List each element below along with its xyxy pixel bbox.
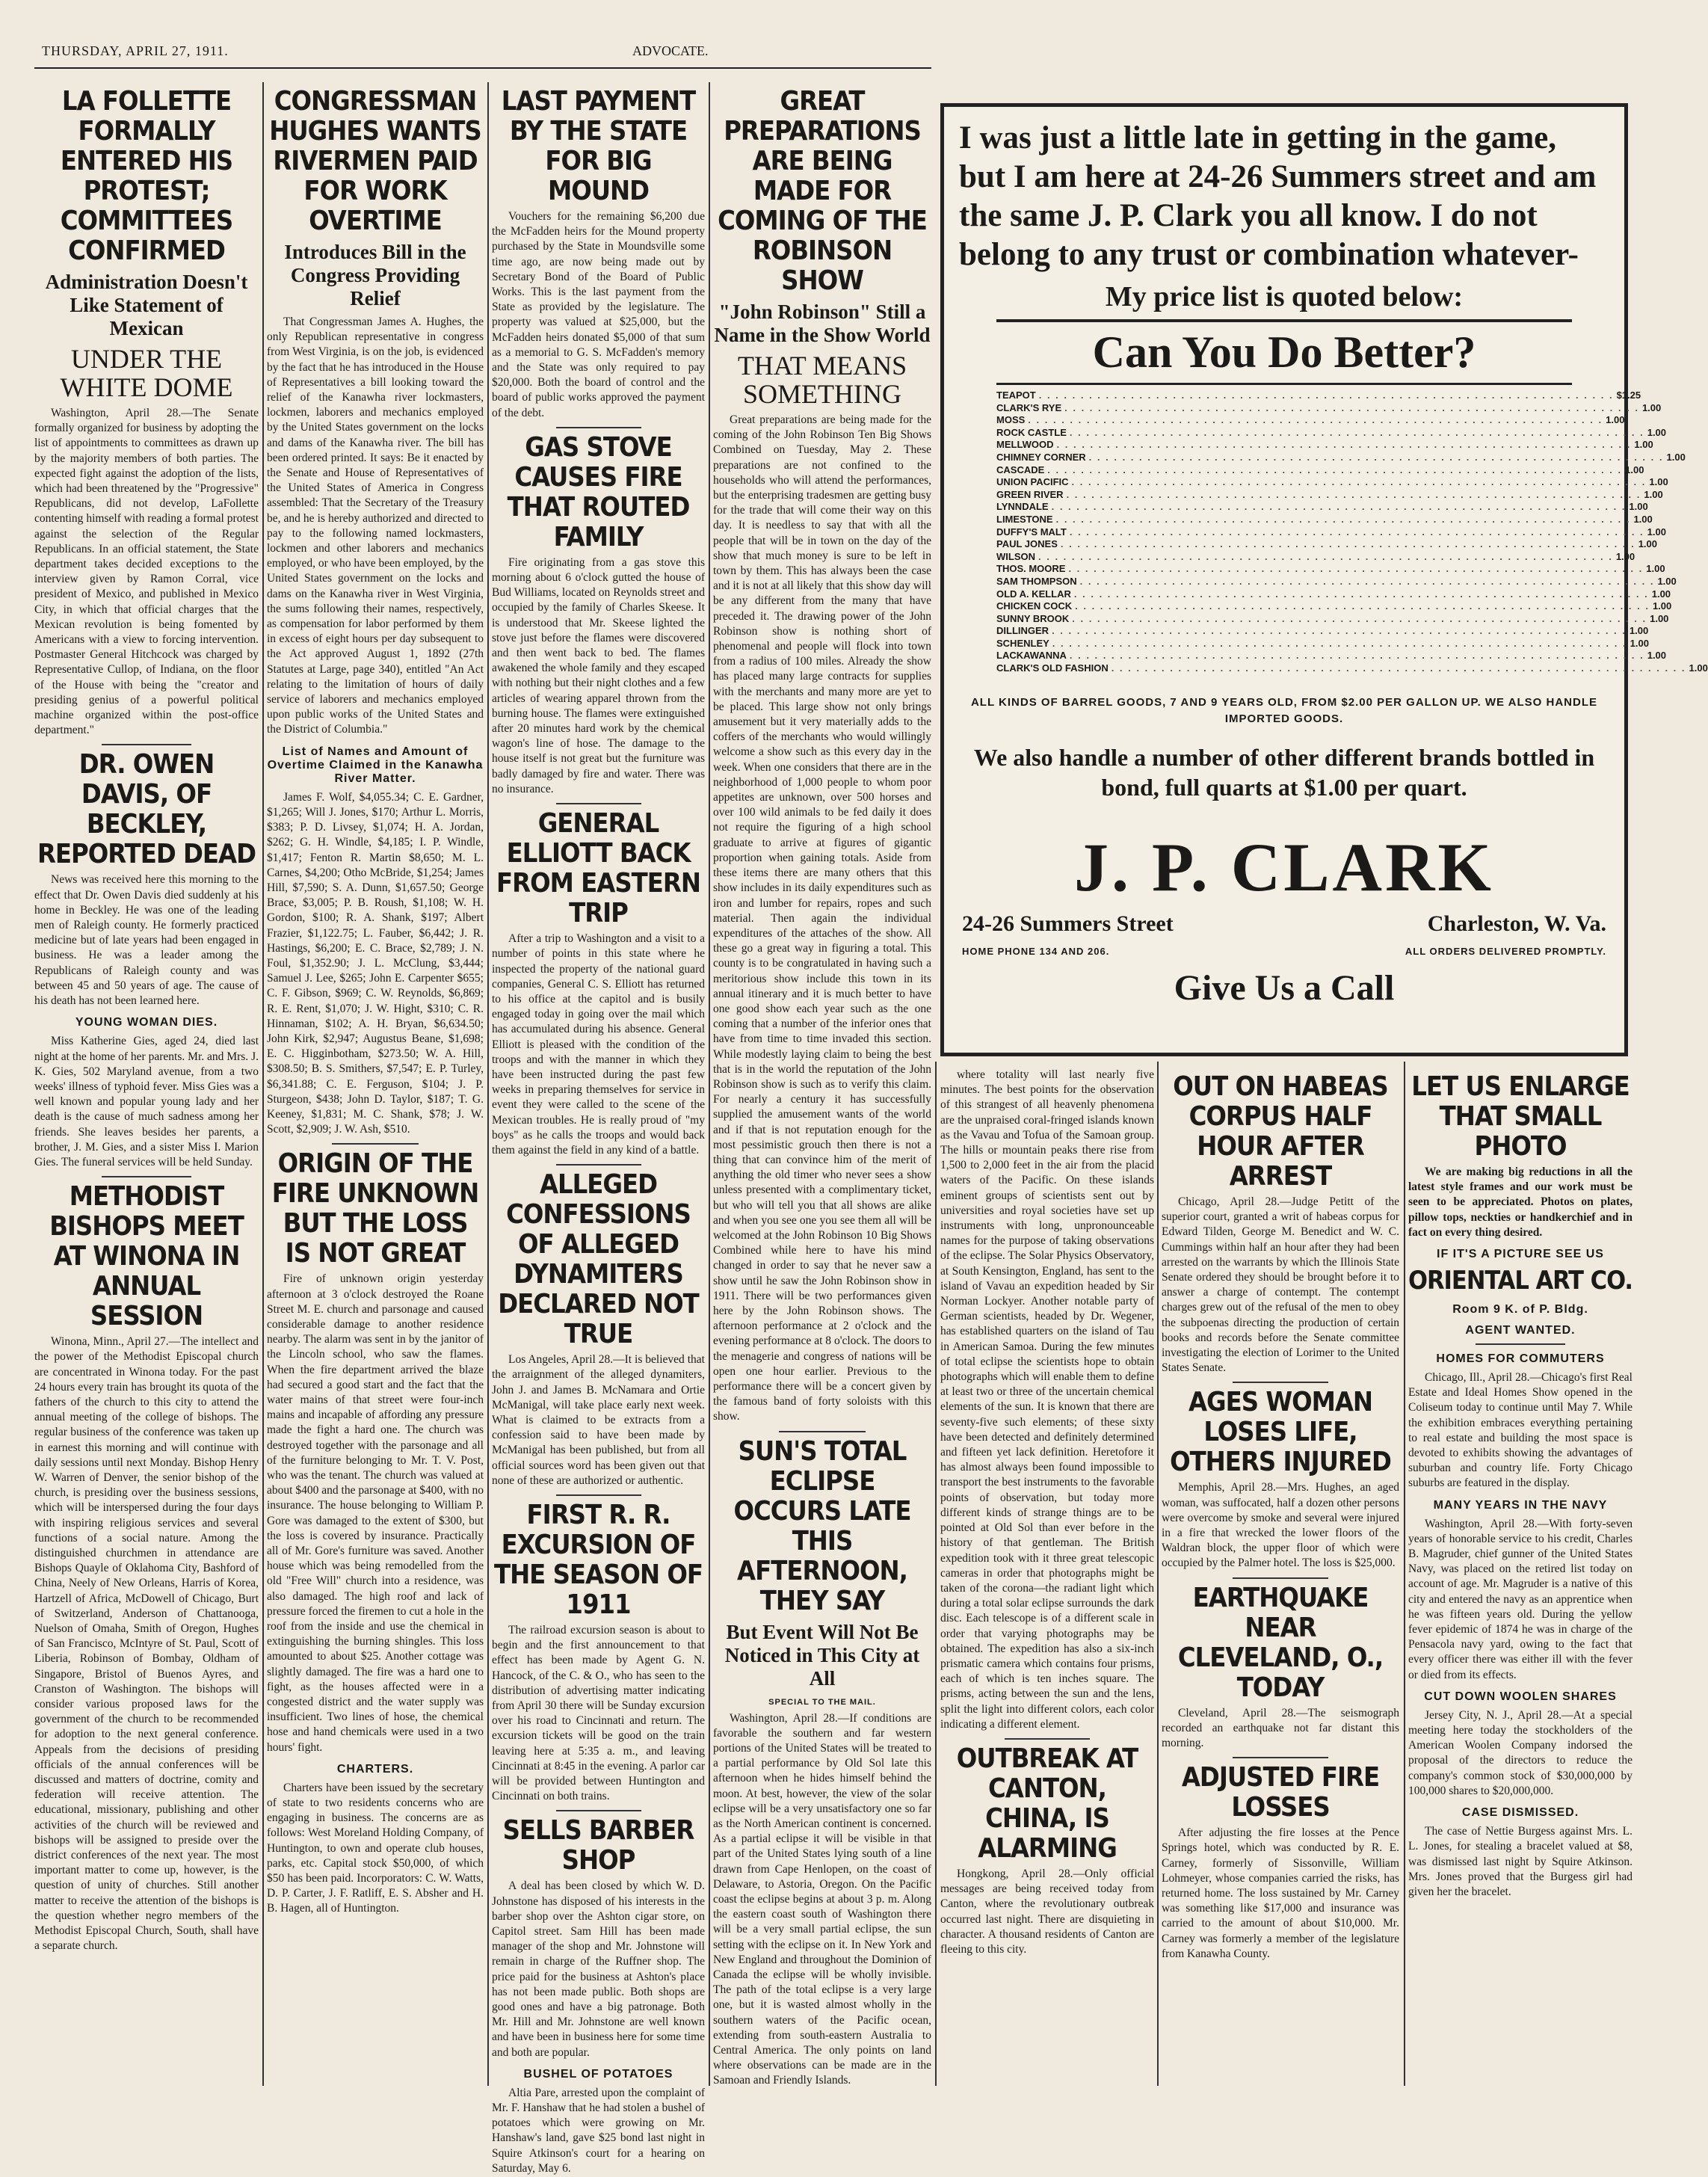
article-gas-stove: Fire originating from a gas stove this morning about 6 o'clock gutted the house of Bud Williams, located on Reynolds street and occupied by the family of Charles Skeese. It is understood that Mr. Skeese lighted the stove just before the flames were discovered and then went back to bed. The flames awakened the whole family and they escaped with nothing but their night clothes and a few articles of wearing apparel thrown from the burning house. The flames were extinguished after 20 minutes hard work by the chemical wagon's line of hose. The damage to the house itself is not great but the furniture was badly damaged by fire and water. There was no insurance. [492,555,705,795]
article-big-mound: Vouchers for the remaining $6,200 due the McFadden heirs for the Mound property purchased by the State in Moundsville some time ago, are now being made out by Secretary Bond of the Board of Public Works. This is the last payment from the State as provided by the legislature. The property was valued at $25,000, but the McFadden heirs donated $5,000 of that sum as a memorial to G. S. McFadden's memory and the State was only required to pay $20,000. Both the board of control and the board of public works approved the payment of the debt. [492,210,705,419]
article-aged-woman: Memphis, April 28.—Mrs. Hughes, an aged woman, was suffocated, half a dozen other persons were overcome by smoke and several were injured in a fire that wrecked the lower floors of the Waldran block, the upper floor of which were occupied by the Palmer hotel. The loss is $25,000. [1162,1481,1399,1570]
price-leader: . . . . . . . . . . . . . . . . . . . . . . . . . . . . . . . . . . . . . . . . . . . . . . . . . . . . . . . . . . . . . . . . . . . . . [1088,451,1664,463]
price-item-name: LACKAWANNA [996,650,1067,662]
column-rule [487,82,489,2086]
price-item-price: 1.00 [1657,575,1677,587]
headline-origin-fire: ORIGIN OF THE FIRE UNKNOWN BUT THE LOSS IS NOT GREAT [271,1148,479,1269]
ad-photo-body: We are making big reductions in all the latest style frames and our work must be seen to be appreciated. Photos on plates, pillow tops, neckties or handkerchief and in fact on every thing desired. [1408,1166,1633,1239]
subhead-potatoes: BUSHEL OF POTATOES [523,2067,673,2081]
column-6 [1162,1068,1399,1962]
price-item-price: 1.00 [1629,501,1648,513]
ad-oriental-address: Room 9 K. of P. Bldg. [1452,1303,1588,1317]
article-eclipse-continued: where totality will last nearly five minutes. The best points for the observation of this strangest of all heavenly phenomena are the unpraised coral-fringed islands known as the Vavau and Tofua of the Samoan group. The hills or mountain peaks there rise from 1,500 to 2,000 feet in the air from the placid waters of the Pacific. On these islands eminent groups of scientists sent out by universities and royal societies have set up instruments with long, unpronounceable names for the purpose of taking observations of the eclipse. The Solar Physics Observatory, at South Kensington, England, has sent to the island of Vavau an expedition headed by Sir Norman Lockyer. Another notable party of German scientists, headed by Dr. Wegener, has established quarters on the island of Tau in American Samoa. During the few minutes of total eclipse the scientists hope to obtain photographs which will enable them to define at least two or three of the uncertain chemical elements of the sun. It is known that there are seventy-five such elements; of these sixty have been detected and definitely determined and fifteen yet lack definition. Heretofore it has almost always been found impossible to transport the best instruments to the favorable points of observation, but today more different kinds of strange things are to be pointed at Old Sol than ever before in the history of that gentleman. The British expedition took with it three great telescopic cameras in order that photographs might be taken of the corona—the radiant light which during a total solar eclipse surrounds the dark disc. Each telescope is of a different scale in order that varying photographs may be obtained. The expedition has also a six-inch prismatic camera which contains four prisms, each of which is ten inches square. The prisms, acting between the sun and the lens, split the light into different colors, each color indicating a different element. [940,1068,1154,1731]
subhead-white-dome: UNDER THE WHITE DOME [60,344,233,402]
price-leader: . . . . . . . . . . . . . . . . . . . . . . . . . . . . . . . . . . . . . . . . . . . . . . . . . . . . . . . . . . . . . . . . . . . . . [1028,414,1603,426]
headline-aged-woman: AGES WOMAN LOSES LIFE, OTHERS INJURED [1170,1387,1391,1478]
ad-phone: HOME PHONE 134 AND 206. [962,945,1110,957]
price-list [996,389,1708,675]
price-leader: . . . . . . . . . . . . . . . . . . . . . . . . . . . . . . . . . . . . . . . . . . . . . . . . . . . . . . . . . . . . . . . . . . . . . [1064,401,1639,413]
price-leader: . . . . . . . . . . . . . . . . . . . . . . . . . . . . . . . . . . . . . . . . . . . . . . . . . . . . . . . . . . . . . . . . . . . . . [1073,588,1649,600]
price-item-name: LYNNDALE [996,501,1049,513]
article-overtime-list: James F. Wolf, $4,055.34; C. E. Gardner, $1,265; Will J. Jones, $170; Arthur L. Morris, $383; P. D. Livsey, $1,074; H. A. Jordan, $262; G. H. Windle, $4,185; I. P. Windle, $1,417; Fenton R. Martin $8,650; M. L. Carnes, $4,200; Otho McBride, $1,254; James Hill, $7,590; S. A. Dunn, $1,657.50; George Brace, $3,005; P. B. Roush, $1,108; W. H. Gordon, $100; R. A. Shank, $197; Albert Frazier, $1,122.75; L. Fauber, $6,442; J. R. Hastings, $6,200; E. C. Brace, $2,789; J. N. Foul, $1,352.90; J. L. McClung, $3,444; Samuel J. Lee, $265; John E. Carpenter $655; C. F. Gibson, $969; C. W. Reynolds, $6,869; R. E. Rent, $1,070; J. W. Hight, $310; C. R. Hinnaman, $102; A. H. Bryan, $6,634.50; John Kirk, $2,947; Augustus Beane, $1,698; E. C. Higginbotham, $273.50; W. A. Hill, $308.50; B. S. Smithers, $7,547; E. P. Turley, $6,341.88; C. E. Ferguson, $104; J. P. Sturgeon, $438; John D. Taylor, $187; T. G. Keeney, $1,831; M. C. Shank, $78; J. W. Scott, $2,909; J. W. Ash, $510. [267,790,484,1136]
article-charters: Charters have been issued by the secretary of state to two residents concerns who are engaging in business. The concerns are as follows: West Moreland Holding Company, of Huntington, to own and operate club houses, parks, etc. Capital stock $50,000, of which $50 has been paid. Incorporators: C. W. Watts, D. P. Carter, J. F. Ratliff, E. S. Absher and H. B. Hagen, all of Huntington. [267,1781,484,1915]
headline-eclipse: SUN'S TOTAL ECLIPSE OCCURS LATE THIS AFTERNOON, THEY SAY [733,1435,911,1616]
price-row [996,464,1644,477]
price-item-price: 1.00 [1634,439,1653,451]
price-item-price: 1.00 [1629,625,1649,637]
price-row [996,550,1635,564]
price-row [996,650,1667,662]
price-item-name: GREEN RIVER [996,488,1064,500]
ad-oriental-art: ORIENTAL ART CO. [1408,1266,1633,1296]
price-row [996,575,1677,588]
price-item-price: 1.00 [1651,588,1671,600]
price-item-price: 1.00 [1647,426,1667,438]
price-item-price: 1.00 [1689,662,1708,674]
column-rule [262,82,264,2086]
subhead-administration: Administration Doesn't Like Statement of Mexican [45,271,248,339]
headline-big-mound: LAST PAYMENT BY THE STATE FOR BIG MOUND [501,86,696,206]
headline-owen-davis: DR. OWEN DAVIS, OF BECKLEY, REPORTED DEAD [37,749,256,870]
price-row [996,600,1672,613]
ad-photo-tag: IF IT'S A PICTURE SEE US [1437,1248,1604,1261]
price-item-price: 1.00 [1633,513,1653,525]
price-row [996,526,1666,539]
price-item-name: PAUL JONES [996,538,1058,550]
article-general-elliott: After a trip to Washington and a visit to a number of points in this state where he inspected the property of the national guard companies, General C. S. Elliott has returned to his office at the capitol and is busily engaged today in going over the mail which has accumulated during his absence. General Elliott is pleased with the condition of the troops and with the manner in which they have been instructed during the past few weeks in preparing themselves for service in event they were called to the scene of the Mexican troubles. He is really proud of "my boys" as he calls the troops and would back them against the field in any kind of a battle. [492,932,705,1157]
price-leader: . . . . . . . . . . . . . . . . . . . . . . . . . . . . . . . . . . . . . . . . . . . . . . . . . . . . . . . . . . . . . . . . . . . . . [1079,575,1655,587]
price-leader: . . . . . . . . . . . . . . . . . . . . . . . . . . . . . . . . . . . . . . . . . . . . . . . . . . . . . . . . . . . . . . . . . . . . . [1069,650,1644,662]
subhead-means-something: THAT MEANS SOMETHING [737,351,907,409]
price-row [996,563,1665,576]
ad-orders: ALL ORDERS DELIVERED PROMPTLY. [1405,945,1606,957]
price-leader: . . . . . . . . . . . . . . . . . . . . . . . . . . . . . . . . . . . . . . . . . . . . . . . . . . . . . . . . . . . . . . . . . . . . . [1052,625,1627,637]
subhead-robinson: "John Robinson" Still a Name in the Show World [714,301,931,346]
article-earthquake: Cleveland, April 28.—The seismograph recorded an earthquake not far distant this morning. [1162,1706,1399,1750]
headline-methodist-bishops: METHODIST BISHOPS MEET AT WINONA IN ANNUAL SESSION [49,1181,244,1332]
price-row [996,501,1648,514]
price-item-name: ROCK CASTLE [996,426,1067,438]
subhead-eclipse: But Event Will Not Be Noticed in This City at All [724,1620,920,1690]
column-1 [34,82,259,1954]
price-item-name: WILSON [996,550,1035,562]
article-potatoes: Altia Pare, arrested upon the complaint of Mr. F. Hanshaw that he had stolen a bushel of potatoes which were growing on Mr. Hanshaw's land, gave $25 bond last night in Squire Atkinson's court for a hearing on Saturday, May 6. [492,2086,705,2175]
price-leader: . . . . . . . . . . . . . . . . . . . . . . . . . . . . . . . . . . . . . . . . . . . . . . . . . . . . . . . . . . . . . . . . . . . . . [1072,612,1647,624]
subhead-young-woman: YOUNG WOMAN DIES. [75,1016,218,1029]
price-leader: . . . . . . . . . . . . . . . . . . . . . . . . . . . . . . . . . . . . . . . . . . . . . . . . . . . . . . . . . . . . . . . . . . . . . [1052,637,1627,649]
column-rule [935,1062,937,2086]
price-item-price: 1.00 [1650,612,1669,624]
price-item-price: 1.00 [1644,488,1663,500]
masthead-date: THURSDAY, APRIL 27, 1911. [42,43,229,58]
price-item-price: 1.00 [1646,563,1665,575]
subhead-case-dismissed: CASE DISMISSED. [1461,1806,1579,1820]
price-row [996,588,1671,601]
price-item-price: 1.00 [1625,464,1644,475]
price-leader: . . . . . . . . . . . . . . . . . . . . . . . . . . . . . . . . . . . . . . . . . . . . . . . . . . . . . . . . . . . . . . . . . . . . . [1111,662,1686,674]
article-case-dismissed: The case of Nettie Burgess against Mrs. L. L. Jones, for stealing a bracelet valued at $8, was dismissed last night by Squire Atkinson. Mrs. Jones proved that the Burgess girl had given her the bracelet. [1408,1825,1633,1898]
article-dynamiters: Los Angeles, April 28.—It is believed that the arraignment of the alleged dynamiters, John J. and James B. McNamara and Ortie McManigal, will take place early next week. What is claimed to be extracts from a confession said to have been made by McManigal has been published, but from all official sources word has been given out that none of these are authorized or authentic. [492,1353,705,1487]
price-item-name: CASCADE [996,464,1045,475]
price-item-price: 1.00 [1615,550,1635,562]
article-habeas-corpus: Chicago, April 28.—Judge Petitt of the superior court, granted a writ of habeas corpus for Edward Tilden, George M. Benedict and W. C. Cummings within half an hour after they had been arrested on the warrants by which the Illinois State Senate ordered they should be brought before it to answer a charge of contempt. The contempt charges grew out of the refusal of the men to obey the subpoenas directing the production of certain books and records before the Senate committee investigating the election of Lorimer to the United States Senate. [1162,1195,1399,1375]
price-row [996,426,1667,440]
article-canton: Hongkong, April 28.—Only official messages are being received today from Canton, where the revolutionary outbreak occurred last night. There are disquieting in character. A thousand residents of Canton are fleeing to this city. [940,1867,1154,1956]
price-row [996,389,1641,402]
masthead-paper: ADVOCATE. [632,43,709,58]
price-item-name: OLD A. KELLAR [996,588,1071,600]
price-item-price: 1.00 [1652,600,1672,612]
price-item-price: 1.00 [1641,401,1662,413]
headline-lafollette: LA FOLLETTE FORMALLY ENTERED HIS PROTEST; COMMITTEES CONFIRMED [60,86,233,266]
price-item-name: CLARK'S RYE [996,401,1062,413]
article-excursion: The railroad excursion season is about to begin and the first announcement to that effect has been made by Agent G. N. Hancock, of the C. & O., who has seen to the distribution of advertising matter indicating from April 30 there will be Sunday excursion over his road to Cincinnati and return. The excursion tickets will be good on the train leaving here at 5:35 a. m., and leaving Cincinnati at 8:45 in the evening. A parlor car will be provided between Huntington and Cincinnati on both trains. [492,1623,705,1803]
subhead-navy: MANY YEARS IN THE NAVY [1433,1498,1608,1512]
article-eclipse: Washington, April 28.—If conditions are favorable the southern and far western portions of the United States will be treated to a partial performance by Old Sol late this afternoon when he hides himself behind the moon. At best, however, the view of the solar eclipse will be a very unsatisfactory one so far as the North American continent is concerned. As a partial eclipse it will be visible in that part of the United States lying south of a line drawn from Cape Henlopen, on the coast of Delaware, to Astoria, Oregon. On the Pacific coast the eclipse begins at about 3 p. m. Along the eastern coast south of Washington there will be a very small partial eclipse, the sun setting with the eclipse on it. In New York and New England and throughout the Dominion of Canada the eclipse will be wholly invisible. The path of the total eclipse is a very large one, but it is wasted almost wholly in the southern waters of the Pacific ocean, extending from south-eastern Australia to Central America. The only points on land where observations can be made are in the Samoan and Friendly Islands. [713,1711,931,2087]
price-leader: . . . . . . . . . . . . . . . . . . . . . . . . . . . . . . . . . . . . . . . . . . . . . . . . . . . . . . . . . . . . . . . . . . . . . [1066,488,1641,500]
price-leader: . . . . . . . . . . . . . . . . . . . . . . . . . . . . . . . . . . . . . . . . . . . . . . . . . . . . . . . . . . . . . . . . . . . . . [1047,464,1623,475]
headline-gas-stove: GAS STOVE CAUSES FIRE THAT ROUTED FAMILY [507,431,690,552]
article-barber-shop: A deal has been closed by which W. D. Johnstone has disposed of his interests in the barber shop over the Ashton cigar store, on Capitol street. Sam Hill has been made manager of the shop and Mr. Johnstone will remain in charge of the Ruffner shop. The price paid for the business at Ashton's place has not been made public. Both shops are good ones and have a big patronage. Both Mr. Hill and Mr. Johnstone are well known and have been in business here for some time and both are popular. [492,1879,705,2059]
price-item-name: CHICKEN COCK [996,600,1073,612]
price-item-price: 1.00 [1606,414,1625,426]
price-leader: . . . . . . . . . . . . . . . . . . . . . . . . . . . . . . . . . . . . . . . . . . . . . . . . . . . . . . . . . . . . . . . . . . . . . [1069,426,1644,438]
price-leader: . . . . . . . . . . . . . . . . . . . . . . . . . . . . . . . . . . . . . . . . . . . . . . . . . . . . . . . . . . . . . . . . . . . . . [1038,389,1614,401]
price-item-name: DILLINGER [996,625,1049,637]
article-navy: Washington, April 28.—With forty-seven years of honorable service to his credit, Charles B. Magruder, chief gunner of the United States Navy, was placed on the retired list today on account of age. Mr. Magruder is a native of this city and entered the navy as an apprentice when he was fifteen years old. During the yellow fever epidemic of 1874 he was in charge of the Pensacola navy yard, owing to the fact that every officer there was either ill with the fever or died from its effects. [1408,1517,1633,1681]
headline-earthquake: EARTHQUAKE NEAR CLEVELAND, O., TODAY [1177,1582,1384,1703]
price-item-price: 1.00 [1647,526,1666,538]
subhead-charters: CHARTERS. [336,1762,414,1776]
article-commuters: Chicago, Ill., April 28.—Chicago's first Real Estate and Ideal Homes Show opened in the Coliseum today to continue until May 7. While the exhibition embraces everything pertaining to real estate and building the most space is devoted to exhibits showing the advantages of suburban and country life. Forty Chicago suburbs are featured in the display. [1408,1371,1633,1490]
column-7 [1408,1068,1633,1900]
special-to-mail: SPECIAL TO THE MAIL. [768,1697,876,1707]
price-row [996,637,1649,650]
price-row [996,401,1662,415]
price-row [996,488,1663,502]
article-woolen: Jersey City, N. J., April 28.—At a special meeting here today the stockholders of the American Woolen Company indorsed the proposal of the directors to reduce the company's common stock of $30,000,000 by 100,000 shares to $20,000,000. [1408,1708,1633,1797]
headline-fire-losses: ADJUSTED FIRE LOSSES [1181,1762,1380,1823]
price-leader: . . . . . . . . . . . . . . . . . . . . . . . . . . . . . . . . . . . . . . . . . . . . . . . . . . . . . . . . . . . . . . . . . . . . . [1071,476,1647,488]
price-item-price: 1.00 [1630,637,1649,649]
price-leader: . . . . . . . . . . . . . . . . . . . . . . . . . . . . . . . . . . . . . . . . . . . . . . . . . . . . . . . . . . . . . . . . . . . . . [1069,526,1644,538]
column-3 [492,82,705,2177]
article-lafollette: Washington, April 28.—The Senate formally organized for business by adopting the list of appointments to committees as drawn up by the majority members of both parties. The expected fight against the adoption of the lists, which had been threatened by the "Progressive" Republicans, did not develop, LaFollette contenting himself with reading a formal protest against the selection of the Regular Republicans. In an official statement, the State department takes decided exceptions to the interview given by Ramon Corral, vice president of Mexico, and published in Mexico City, in which that official charges that the Mexican revolution is being fomented by Americans with a view to forcing intervention. Postmaster General Hitchcock was charged by Representative Cullop, of Indiana, on the floor of the House with being the "creator and presiding genius of a powerful political machine organized within the post-office department." [34,407,259,737]
subhead-overtime-list: List of Names and Amount of Overtime Claimed in the Kanawha River Matter. [267,745,484,785]
price-leader: . . . . . . . . . . . . . . . . . . . . . . . . . . . . . . . . . . . . . . . . . . . . . . . . . . . . . . . . . . . . . . . . . . . . . [1060,538,1635,550]
ad-address [962,911,1606,937]
ad-street: 24-26 Summers Street [962,911,1174,936]
price-leader: . . . . . . . . . . . . . . . . . . . . . . . . . . . . . . . . . . . . . . . . . . . . . . . . . . . . . . . . . . . . . . . . . . . . . [1038,550,1613,562]
price-row [996,476,1668,489]
headline-canton: OUTBREAK AT CANTON, CHINA, IS ALARMING [956,1743,1138,1864]
price-item-name: SCHENLEY [996,637,1049,649]
article-origin-fire: Fire of unknown origin yesterday afternoon at 3 o'clock destroyed the Roane Street M. E. church and parsonage and caused considerable damage to another residence nearby. The alarm was sent in by the janitor of the Lincoln school, who saw the flames. When the fire department arrived the blaze had secured a good start and the fact that the water mains of that street were four-inch mains and incapable of affording any pressure made the fight a hard one. The church was destroyed together with the parsonage and all of the furniture belonging to Mr. T. V. Post, who was the tenant. The church was valued at about $400 and the parsonage at $400, with no insurance. The house belonging to William P. Gore was damaged to the extent of $300, but the loss is covered by insurance. Practically all of Mr. Gore's furniture was saved. Another house which was being remodelled from the old "Free Will" church into a residence, was also damaged. The high roof and lack of pressure forced the firemen to cut a hole in the roof from the inside and use the chemical in extinguishing the burning shingles. This loss amounted to about $25. Another cottage was slightly damaged. The fire was a hard one to fight, as the houses affected were in a congested district and the water supply was insufficient. Two lines of hose, the chemical hose and hand chemicals were used in a two hours' fight. [267,1272,484,1754]
price-item-price: 1.00 [1649,476,1668,488]
ad-firm-name: J. P. CLARK [1074,828,1494,905]
price-row [996,513,1653,526]
headline-general-elliott: GENERAL ELLIOTT BACK FROM EASTERN TRIP [496,808,700,929]
price-item-price: 1.00 [1666,451,1686,463]
headline-robinson-show: GREAT PREPARATIONS ARE BEING MADE FOR COMING OF THE ROBINSON SHOW [718,86,927,296]
price-item-name: SUNNY BROOK [996,612,1070,624]
masthead [34,39,931,69]
ad-agent-wanted: AGENT WANTED. [1465,1324,1576,1337]
price-item-name: DUFFY'S MALT [996,526,1067,538]
price-item-name: SAM THOMPSON [996,575,1077,587]
ad-intro: I was just a little late in getting in the game, but I am here at 24-26 Summers street and am the same J. P. Clark you all know. I do not belong to any trust or combination whatever- [959,120,1597,272]
column-rule [1404,1062,1405,2086]
column-2 [267,82,484,1918]
subhead-commuters: HOMES FOR COMMUTERS [1436,1352,1605,1366]
subhead-woolen: CUT DOWN WOOLEN SHARES [1424,1690,1617,1703]
price-item-name: UNION PACIFIC [996,476,1069,488]
column-rule [1157,1062,1159,2086]
subhead-hughes: Introduces Bill in the Congress Providing Relief [284,241,466,310]
ad-barrel-goods: ALL KINDS OF BARREL GOODS, 7 AND 9 YEARS OLD, FROM $2.00 PER GALLON UP. WE ALSO HANDLE IMPORTED GOODS. [970,695,1598,725]
column-4 [713,82,931,2090]
ad-price-quote: My price list is quoted below: [1105,281,1464,312]
price-item-name: MOSS [996,414,1026,426]
headline-barber-shop: SELLS BARBER SHOP [502,1815,694,1876]
ad-city: Charleston, W. Va. [1427,911,1606,936]
price-row [996,451,1686,464]
price-row [996,439,1653,452]
price-item-name: MELLWOOD [996,439,1054,451]
price-item-name: CHIMNEY CORNER [996,451,1086,463]
article-robinson-show: Great preparations are being made for the coming of the John Robinson Ten Big Shows Combined on Tuesday, May 2. These preparations are not confined to the households who will attend the performances, but the enterprising tradesmen are getting busy for the trade that will come their way on this day. It is needless to say that with all the people that will be in town on the day of the show that much money is sure to be left in town by them. This has always been the case and it is not at all likely that this show day will be any different from the many that have preceded it. The drawing power of the John Robinson show is nothing short of phenomenal and people will flock into town from a radius of 100 miles. Already the show has placed many large contracts for supplies with the merchants and many more are yet to be placed. This large show not only brings amusement but it very materially adds to the coffers of the merchants who would willingly welcome a show such as this every day in the week. When one considers that there are in the neighborhood of 1,000 people to whom poor appetites are unknown, over 500 horses and over 100 wild animals to be fed daily it does not require the figuring of a high school graduate to arrive at figures of gigantic proportion when gaining totals. Aside from these items there are many others that this show includes in its daily expenditures such as iron and lumber for repairs, ropes and such material. Then again the individual expenditures of the attaches of the show. All these go a great way in figuring a total. This county is to be congratulated in having such a meritorious show include this town in its annual itinerary and it is much better to have one good show each year such as the one coming that a number of the inferior ones that have from time to time invaded this section. While modestly laying claim to being the best that is in the world the reputation of the John Robinson show is such as to verify this claim. For nearly a century it has successfully supplied the amusement wants of the world and if that is not reputation enough for the most pessimistic grouch then there is not a thing that can convince him of the merit of anything the old timer who never sees a show unless presented with a complimentary ticket, but who will tell you that all shows are alike and when you see one you see them all will be welcomed at the John Robinson 10 Big Shows Combined while here to have his mind changed in order to say that he never saw a show until he saw the John Robinson show in 1911. There will be two performances given here by the John Robinson shows. The afternoon performance at 2 o'clock and the evening performance at 8 o'clock. The doors to the menagerie and congress of nations will be open one hour earlier. Previous to the performance there will be a concert given by the famous band of forty soloists with this show. [713,413,931,1423]
ad-headline: Can You Do Better? [996,319,1572,385]
headline-hughes: CONGRESSMAN HUGHES WANTS RIVERMEN PAID FOR WORK OVERTIME [269,86,481,236]
headline-excursion: FIRST R. R. EXCURSION OF THE SEASON OF 1911 [493,1499,703,1620]
price-item-price: 1.00 [1647,650,1667,662]
price-leader: . . . . . . . . . . . . . . . . . . . . . . . . . . . . . . . . . . . . . . . . . . . . . . . . . . . . . . . . . . . . . . . . . . . . . [1055,513,1631,525]
column-rule [709,82,710,2086]
article-owen-davis: News was received here this morning to the effect that Dr. Owen Davis died suddenly at his home in Beckley. He was one of the leading men of Raleigh county. He formerly practiced medicine but of late years had been engaged in business. He was a leader among the Republicans of Raleigh county and was between 45 and 50 years of age. The cause of his death has not been learned here. [34,873,259,1008]
price-row [996,414,1625,427]
price-item-name: LIMESTONE [996,513,1053,525]
ad-bottled-in-bond: We also handle a number of other different brands bottled in bond, full quarts at $1.00 per quart. [973,743,1595,801]
article-hughes: That Congressman James A. Hughes, the only Republican representative in congress from West Virginia, is on the job, is evidenced by the fact that he has introduced in the House of Representatives a bill looking toward the relief of the Kanawha river lockmasters, lockmen, laborers and mechanics employed by the United States government on the locks and dams of the Kanawha river. The bill has been ordered printed. It says: Be it enacted by the Senate and House of Representatives of the United States of America in Congress assembled: That the Secretary of the Treasury be, and he is hereby authorized and directed to pay to the following named lockmasters, lockmen and other laborers and mechanics employed, or who have been employed, by the United States government on the locks and dams on the Kanawha river in West Virginia, the sums following their names, respectively, as compensation for labor performed by them in excess of eight hours per day subsequent to the Act approved August 1, 1892 (27th Statutes at Large, page 340), entitled "An Act relating to the limitation of hours of daily service of laborers and mechanics employed upon public works of the United States and the District of Columbia." [267,315,484,736]
price-row [996,612,1669,626]
price-item-name: CLARK'S OLD FASHION [996,662,1109,674]
article-methodist-bishops: Winona, Minn., April 27.—The intellect and the power of the Methodist Episcopal church are concentrated in Winona today. For the past 24 hours every train has brought its quota of the fathers of the church to this city to attend the annual meeting of the college of bishops. The regular business of the conference was taken up in earnest this morning and will continue with daily sessions until next Monday. Bishop Henry W. Warren of Denver, the senior bishop of the church, is presiding over the business sessions, which will be interspersed during the four days with inspiring religious services and several functions of a social nature. Among the distinguished churchmen in attendance are Bishops Quayle of Oklahoma City, Bashford of China, Neely of New Orleans, Harris of Korea, Hartzell of Africa, McDowell of Chicago, Burt of Switzerland, Anderson of Chattanooga, Nuelson of Omaha, Smith of Oregon, Hughes of San Francisco, McIntyre of St. Paul, Scott of Liberia, Robinson of Bombay, Oldham of Singapore, Bristol of Buenos Ayres, and Cranston of Washington. The bishops will consider various proposed laws for the government of the church to be recommended for adoption to the next general conference. Appeals from the decisions of presiding officials of the annual conferences will be discussed and matters of doctrine, comity and federation will receive attention. The educational, missionary, publishing and other activities of the church will be reviewed and bishops will be assigned to preside over the district conferences of the next year. The most important matter to come up, however, is the question of unity of churches. Still another matter to receive the attention of the bishops is the question whether negro members of the Methodist Episcopal Church, South, shall have a separate church. [34,1335,259,1953]
price-leader: . . . . . . . . . . . . . . . . . . . . . . . . . . . . . . . . . . . . . . . . . . . . . . . . . . . . . . . . . . . . . . . . . . . . . [1056,439,1632,451]
article-fire-losses: After adjusting the fire losses at the Pence Springs hotel, which was conducted by R. E. Carney, formerly of Sissonville, William Lohmeyer, whose companies carried the risks, has returned home. The loss sustained by Mr. Carney was something like $17,000 and insurance was carried to the amount of about $10,000. Mr. Carney was formerly a member of the legislature from Kanawha County. [1162,1826,1399,1960]
column-5 [940,1068,1154,1958]
headline-dynamiters: ALLEGED CONFESSIONS OF ALLEGED DYNAMITERS DECLARED NOT TRUE [498,1169,699,1350]
price-item-price: 1.00 [1638,538,1658,550]
price-item-name: THOS. MOORE [996,563,1066,575]
ad-contact [962,946,1606,957]
price-row [996,538,1658,551]
price-row [996,625,1649,638]
ad-call: Give Us a Call [1174,967,1395,1008]
price-leader: . . . . . . . . . . . . . . . . . . . . . . . . . . . . . . . . . . . . . . . . . . . . . . . . . . . . . . . . . . . . . . . . . . . . . [1068,563,1644,575]
article-young-woman: Miss Katherine Gies, aged 24, died last night at the home of her parents. Mr. and Mrs. J. K. Gies, 502 Maryland avenue, from a two weeks' illness of typhoid fever. Miss Gies was a well known and popular young lady and her death is the cause of much sadness among her friends. She leaves besides her parents, a brother, J. M. Gies, and a sister Miss I. Marion Gies. The funeral services will be held Sunday. [34,1035,259,1168]
price-leader: . . . . . . . . . . . . . . . . . . . . . . . . . . . . . . . . . . . . . . . . . . . . . . . . . . . . . . . . . . . . . . . . . . . . . [1051,501,1627,513]
headline-enlarge-photo: LET US ENLARGE THAT SMALL PHOTO [1411,1071,1630,1162]
price-row [996,662,1708,675]
price-item-name: TEAPOT [996,389,1036,401]
price-item-price: $1.25 [1616,389,1641,401]
jp-clark-advertisement [940,103,1708,1056]
headline-habeas-corpus: OUT ON HABEAS CORPUS HALF HOUR AFTER ARREST [1173,1071,1388,1192]
price-leader: . . . . . . . . . . . . . . . . . . . . . . . . . . . . . . . . . . . . . . . . . . . . . . . . . . . . . . . . . . . . . . . . . . . . . [1075,600,1650,612]
